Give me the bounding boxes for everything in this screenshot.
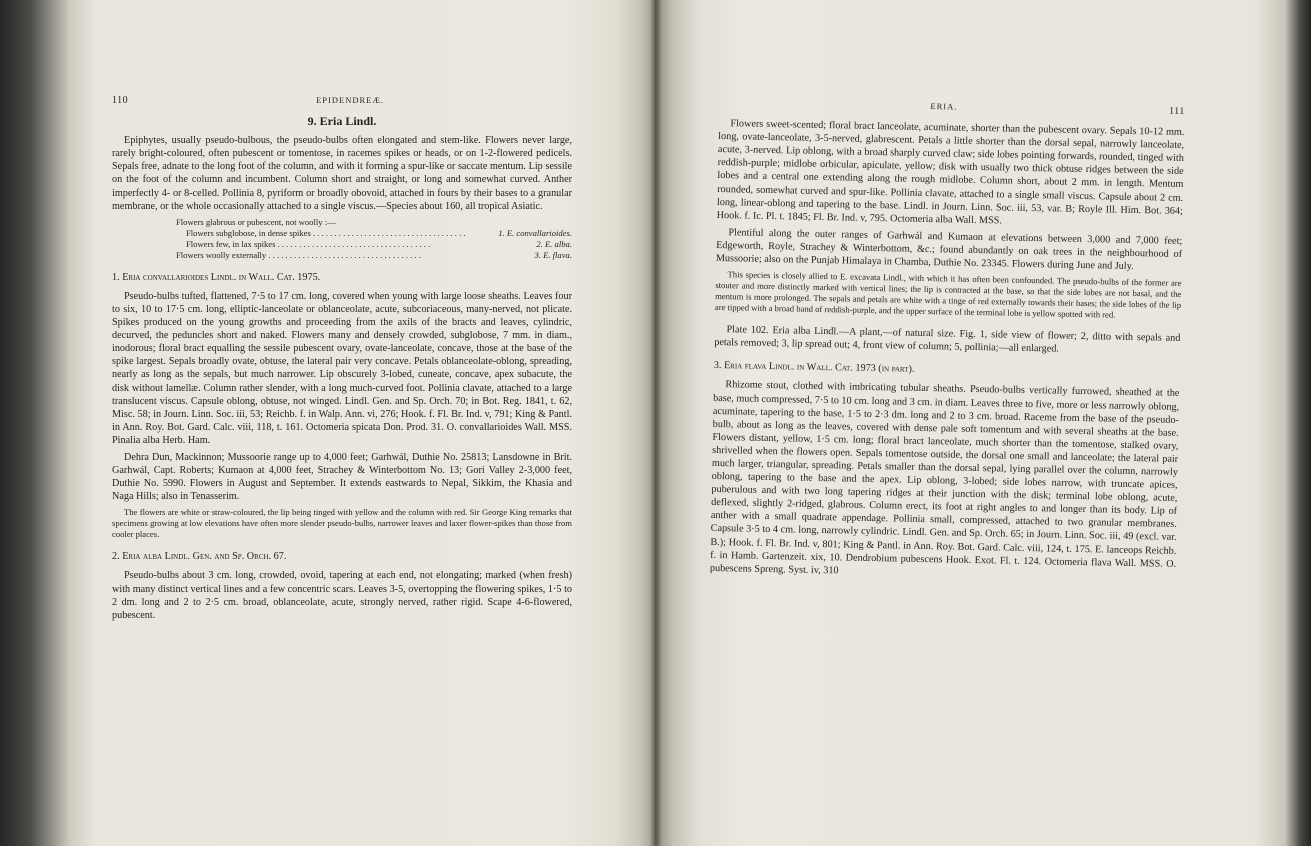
species-description: Rhizome stout, clothed with imbricating tubular sheaths. Pseudo-bulbs vertically furrowed, sheathed at the base, much compressed, 7·5 to 10 cm. long and 3 cm. in diam. Leaves three to five, more or less narrowly oblong, acuminate, tapering to the base, 1·5 to 2·3 dm. long and 2 to 3 cm. broad. Raceme from the base of the pseudo-bulb, about as long as the leaves, covered with dense pale soft tomentum and with several sheaths at the base. Flowers distant, yellow, 1·5 cm. long; floral bract lanceolate, much shorter than the tomentose, stalked ovary, shrivelled when the flowers open. Sepals tomentose outside, the dorsal one small and lanceolate; the lateral pair much larger, triangular, spreading. Petals smaller than the dorsal sepal, lying parallel over the column, narrowly oblong, tapering to the base and the apex. Lip oblong, 3-lobed; side lobes narrow, with truncate apices, puberulous and with two long tapering ridges at their junction with the disk; terminal lobe oblong, acute, deflexed, slightly 2-ridged, glabrous. Column erect, its foot at right angles to and longer than its body. Lip of anther with a small quadrate appendage. Pollinia small, compressed, attached to two granular membranes. Capsule 3·5 to 4 cm. long, narrowly cylindric. Lindl. Gen. and Sp. Orch. 65; in Journ. Linn. Soc. iii, 49 (excl. var. B.); Hook. f. Fl. Br. Ind. v, 801; King & Pantl. in Ann. Roy. Bot. Gard. Calc. viii, 124, t. 175. E. lanceops Reichb. f. in Hamb. Gartenzeit. xix, 10. Dendrobium pubescens Hook. Exot. Fl. t. 124. Octomeria flava Wall. MSS. O. pubescens Spreng. Syst. iv, 310	[709, 379, 1180, 577]
species-distribution: Dehra Dun, Mackinnon; Mussoorie range up to 4,000 feet; Garhwál, Duthie No. 25813; Lansdowne in Brit. Garhwál, Capt. Roberts; Kumaon at 4,000 feet, Strachey & Winterbottom No. 13; Gori Valley 2-3,000 feet, Duthie No. 5990. Flowers in August and September. It extends eastwards to Nepal, Sikkim, the Khasia and Naga Hills; also in Tenasserim.	[112, 451, 572, 503]
key-result: 1. E. convallarioides.	[498, 227, 572, 238]
key-result: 3. E. flava.	[534, 249, 572, 260]
left-page-text	[112, 94, 572, 626]
running-header	[112, 94, 572, 107]
species-note: This species is closely allied to E. excavata Lindl., with which it has often been confounded. The pseudo-bulbs of the former are stouter and more distinctly marked with vertical lines; the lip is contracted at the base, so that the side lobes are not basal, and the mentum is more prolonged. The sepals and petals are white with a tinge of red externally towards their bases; the side lobes of the lip are tipped with a broad band of reddish-purple, and the upper surface of the terminal lobe is yellow spotted with red.	[714, 269, 1182, 320]
page-number: 111	[1168, 105, 1185, 117]
running-head-title: ERIA.	[930, 101, 958, 112]
key-lead: Flowers few, in lax spikes . . .	[186, 239, 536, 250]
species-heading: 2. Eria alba Lindl. Gen. and Sp. Orch. 67.	[112, 551, 287, 563]
key-row	[176, 250, 572, 261]
right-page	[655, 0, 1311, 846]
left-page	[0, 0, 655, 846]
key-result: 2. E. alba.	[536, 238, 572, 249]
species-description: Pseudo-bulbs tufted, flattened, 7·5 to 17 cm. long, covered when young with large loose sheaths. Leaves four to six, 10 to 17·5 cm. long, elliptic-lanceolate or oblanceolate, acute, subcoriaceous, many-nerved, not plicate. Spikes produced on the young growths and proceeding from the axils of the bracts and leaves, cylindric, decurved, the peduncles short and naked. Flowers many and densely crowded, subglobose, 7 mm. in diam., inodorous; floral bract equalling the sessile pubescent ovary, ovate-lanceolate, concave, those at the base of the spike largest. Sepals broadly ovate, obtuse, the lateral pair very concave. Petals oblanceolate-oblong, spreading, nearly as long as the sepals, but much narrower. Lip obscurely 3-lobed, cuneate, concave, apex subacute, the disk without lamellæ. Column rather slender, with a long much-curved foot. Pollinia clavate, attached to a large translucent viscus. Capsule oblong, obtuse, not winged. Lindl. Gen. and Sp. Orch. 70; in Bot. Reg. 1841, t. 62, Misc. 58; in Journ. Linn. Soc. iii, 53; Reichb. f. in Walp. Ann. vi, 276; Hook. f. Fl. Br. Ind. v, 791; King & Pantl. in Ann. Roy. Bot. Gard. Calc. viii, 118, t. 161. Octomeria spicata Don. Prod. 31. O. convallarioides Wall. MSS. Pinalia alba Herb. Ham.	[112, 290, 572, 446]
species-note: The flowers are white or straw-coloured, the lip being tinged with yellow and the column with red. Sir George King remarks that specimens growing at low elevations have often more slender pseudo-bulbs, narrower leaves and laxer flower-spikes than those from cooler places.	[112, 507, 572, 540]
running-header	[719, 96, 1185, 118]
species-description: Flowers sweet-scented; floral bract lanceolate, acuminate, shorter than the pubescent ovary. Sepals 10-12 mm. long, ovate-lanceolate, 3-5-nerved, glabrescent. Petals a little shorter than the dorsal sepal, narrowly lanceolate, acute, 3-nerved. Lip oblong, with a broad sharply curved claw; side lobes pointing forwards, rounded, tinged with reddish-purple; midlobe orbicular, apiculate, yellow; disk with usually two thick obtuse ridges between the side lobes and a central one extending along the rough midlobe. Column short, about 2 mm. in length. Mentum rounded, somewhat curved and spur-like. Pollinia clavate, attached to a single small viscus. Capsule about 2 cm. long, linear-oblong and tapering to the base. Lindl. in Journ. Linn. Soc. iii, 53, var. B; Royle Ill. Him. Bot. 364; Hook. f. Ic. Pl. t. 1845; Fl. Br. Ind. v, 795. Octomeria alba Wall. MSS.	[716, 118, 1185, 227]
key-lead: Flowers subglobose, in dense spikes . . .	[186, 228, 498, 239]
key-intro: Flowers glabrous or pubescent, not woolly :—	[176, 216, 336, 227]
key-row	[176, 239, 572, 250]
genus-description: Epiphytes, usually pseudo-bulbous, the pseudo-bulbs often elongated and stem-like. Flowers never large, rarely bright-coloured, often pubescent or tomentose, in racemes spikes or heads, or on 1-2-flowered pedicels. Sepals free, adnate to the long foot of the column, and with it forming a spur-like or saccate mentum. Lip sessile on the foot of the column and incumbent. Column short and straight, or long and somewhat curved. Anther imperfectly 4- or 8-celled. Pollinia 8, pyriform or broadly obovoid, attached in fours by their bases to a granular membrane, or the whole occasionally attached to a single viscus.—Species about 160, all tropical Asiatic.	[112, 135, 572, 212]
key-row	[176, 228, 572, 239]
species-key	[176, 217, 572, 261]
key-lead: Flowers woolly externally . . .	[176, 250, 535, 261]
species-description: Pseudo-bulbs about 3 cm. long, crowded, ovoid, tapering at each end, not elongating; marked (when fresh) with many distinct vertical lines and a few concentric scars. Leaves 3-5, overtopping the flowering spikes, 1·5 to 2 dm. long and 2 to 2·5 cm. broad, oblanceolate, acute, strongly nerved, rather rigid. Scape 4-6-flowered, pubescent.	[112, 570, 572, 621]
book-gutter	[650, 0, 662, 846]
species-distribution: Plentiful along the outer ranges of Garhwál and Kumaon at elevations between 3,000 and 7,000 feet; Edgeworth, Royle, Strachey & Winterbottom, &c.; found abundantly on oak trees in the neighbourhood of Mussoorie; also on the Punjab Himalaya in Chamba, Duthie No. 23345. Flowers during June and July.	[715, 227, 1183, 273]
species-heading: 3. Eria flava Lindl. in Wall. Cat. 1973 (in part).	[713, 360, 915, 376]
right-page-text	[710, 96, 1185, 588]
plate-caption: Plate 102. Eria alba Lindl.—A plant,—of natural size. Fig. 1, side view of flower; 2, ditto with sepals and petals removed; 3, lip spread out; 4, front view of column; 5, pollinia;—all enlarged.	[714, 324, 1181, 355]
page-number: 110	[112, 95, 129, 106]
genus-heading: 9. Eria Lindl.	[307, 114, 377, 129]
running-head-title: EPIDENDREÆ.	[316, 95, 385, 105]
species-heading: 1. Eria convallarioides Lindl. in Wall. Cat. 1975.	[112, 271, 321, 283]
